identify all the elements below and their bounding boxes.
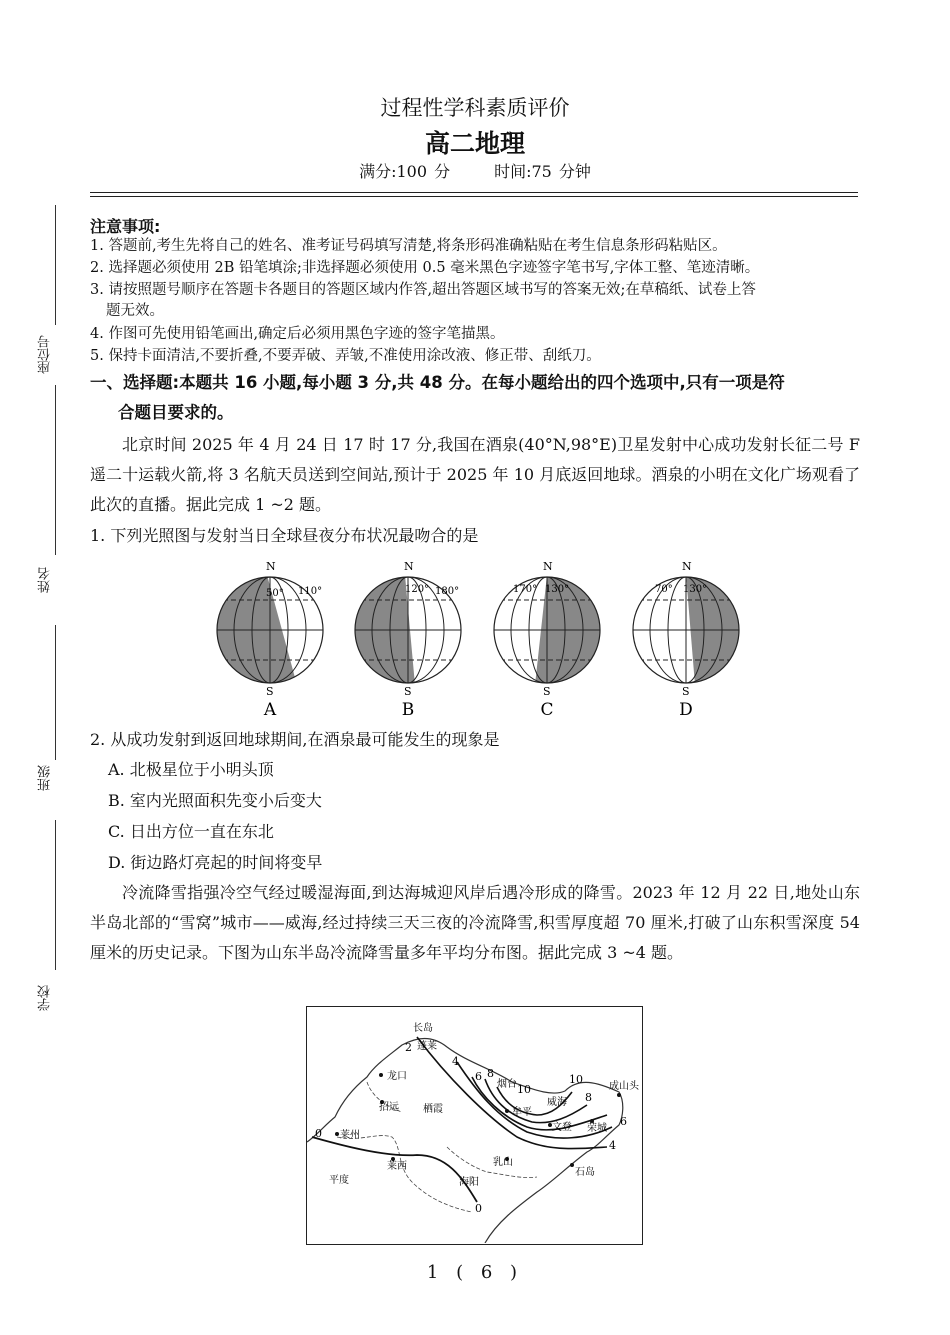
place-label: 成山头 — [609, 1081, 639, 1092]
page-number — [0, 1262, 950, 1283]
passage-1: 北京时间 2025 年 4 月 24 日 17 时 17 分,我国在酒泉(40°N,98°E)卫星发射中心成功发射长征二号 F 遥二十运载火箭,将 3 名航天员送到空间站,预计于 2025 年 10 月底返回地球。酒泉的小明在文化广场观看了此次的直播。据此完成 1 ~2 题。 — [90, 435, 860, 514]
south-label: S — [682, 685, 690, 698]
globe-lon-left: 50° — [266, 588, 284, 599]
question-2: 2. 从成功发射到返回地球期间,在酒泉最可能发生的现象是 — [90, 730, 500, 749]
place-label: 乳山 — [493, 1157, 513, 1168]
place-label: 牟平 — [512, 1107, 532, 1118]
q2-option-d: D. 街边路灯亮起的时间将变早 — [108, 853, 323, 872]
south-label: S — [404, 685, 412, 698]
place-label: 招远 — [379, 1102, 399, 1113]
note-item: 3. 请按照题号顺序在答题卡各题目的答题区域内作答,超出答题区域书写的答案无效;在草稿纸、试卷上答 — [90, 282, 756, 298]
globe-letter: A — [263, 700, 277, 720]
place-label: 龙口 — [387, 1071, 407, 1082]
globe-c — [492, 560, 602, 720]
snowfall-map — [306, 1006, 643, 1245]
globe-letter: D — [679, 700, 693, 720]
place-label: 威海 — [547, 1097, 567, 1108]
isoline-label: 10 — [569, 1073, 583, 1086]
note-item: 2. 选择题必须使用 2B 铅笔填涂;非选择题必须使用 0.5 毫米黑色字迹签字笔书写,字体工整、笔迹清晰。 — [90, 260, 760, 276]
globe-lon-left: 170° — [513, 584, 538, 595]
isoline-label: 2 — [405, 1041, 412, 1054]
place-label: 长岛 — [413, 1023, 433, 1034]
note-item: 4. 作图可先使用铅笔画出,确定后必须用黑色字迹的签字笔描黑。 — [90, 326, 505, 342]
passage-2: 冷流降雪指强冷空气经过暖湿海面,到达海城迎风岸后遇冷形成的降雪。2023 年 12 月 22 日,地处山东半岛北部的“雪窝”城市——威海,经过持续三天三夜的冷流降雪,积雪厚度超 70 厘米,打破了山东积雪深度 54 厘米的历史记录。下图为山东半岛冷流降雪量多年平均分布图。据此完成 3 ~4 题。 — [90, 883, 860, 962]
place-label: 石岛 — [575, 1167, 595, 1178]
globe-b — [353, 560, 463, 720]
side-line — [55, 625, 56, 760]
notes-heading: 注意事项: — [90, 217, 161, 236]
place-label: 栖霞 — [423, 1104, 443, 1115]
globe-d — [631, 560, 741, 720]
side-label-class: 班级 — [38, 765, 53, 791]
place-label: 海阳 — [459, 1177, 479, 1188]
place-label: 烟台 — [497, 1079, 517, 1090]
globe-lon-right: 180° — [435, 586, 460, 597]
page-current: 1 — [426, 1262, 445, 1283]
side-label-school: 学校 — [38, 985, 53, 1011]
isoline-label: 8 — [487, 1067, 494, 1080]
place-label: 文登 — [552, 1122, 572, 1133]
globe-letter: B — [401, 700, 415, 720]
exam-subtitle: 过程性学科素质评价 — [380, 96, 570, 120]
exam-meta — [0, 159, 950, 182]
isoline-label: 4 — [452, 1055, 459, 1068]
north-label: N — [682, 560, 692, 573]
globe-lon-right: 130° — [683, 584, 708, 595]
side-line — [55, 385, 56, 555]
note-item: 1. 答题前,考生先将自己的姓名、准考证号码填写清楚,将条形码准确粘贴在考生信息条形码粘贴区。 — [90, 238, 727, 254]
isoline-label: 6 — [475, 1070, 482, 1083]
question-1: 1. 下列光照图与发射当日全球昼夜分布状况最吻合的是 — [90, 526, 479, 545]
q2-option-c: C. 日出方位一直在东北 — [108, 822, 274, 841]
note-item: 5. 保持卡面清洁,不要折叠,不要弄破、弄皱,不准使用涂改液、修正带、刮纸刀。 — [90, 348, 601, 364]
place-label: 蓬莱 — [417, 1041, 437, 1052]
exam-title: 高二地理 — [424, 129, 525, 158]
isoline-label: 10 — [517, 1083, 531, 1096]
north-label: N — [404, 560, 414, 573]
side-label-seat: 座位号 — [38, 335, 53, 375]
page-total: 6 — [480, 1262, 499, 1283]
isoline-label: 6 — [620, 1115, 627, 1128]
isoline-label: 8 — [585, 1091, 592, 1104]
globe-figures — [215, 555, 755, 720]
q2-option-a: A. 北极星位于小明头顶 — [108, 760, 274, 779]
south-label: S — [266, 685, 274, 698]
header-rule-bottom — [90, 196, 858, 197]
side-line — [55, 820, 56, 970]
globe-lon-left: 70° — [655, 584, 673, 595]
globe-lon-right: 110° — [298, 586, 323, 597]
full-score: 满分:100 分 — [359, 162, 451, 181]
isoline-label: 0 — [475, 1202, 482, 1215]
page-close: ) — [510, 1262, 524, 1283]
isoline-label: 0 — [315, 1127, 322, 1140]
q2-option-b: B. 室内光照面积先变小后变大 — [108, 791, 322, 810]
place-label: 荣城 — [587, 1123, 607, 1134]
north-label: N — [266, 560, 276, 573]
side-line — [55, 205, 56, 325]
map-svg — [307, 1007, 641, 1243]
section-heading: 一、选择题:本题共 16 小题,每小题 3 分,共 48 分。在每小题给出的四个选项中,只有一项是符 — [90, 373, 785, 392]
exam-time: 时间:75 分钟 — [494, 162, 591, 181]
place-label: 平度 — [329, 1175, 349, 1186]
globe-lon-left: 120° — [405, 584, 430, 595]
globe-lon-right: 130° — [545, 584, 570, 595]
header-rule-top — [90, 192, 858, 193]
north-label: N — [543, 560, 553, 573]
note-item: 题无效。 — [106, 303, 164, 319]
section-heading-cont: 合题目要求的。 — [118, 403, 234, 422]
isoline-label: 4 — [609, 1139, 616, 1152]
side-label-name: 姓名 — [38, 567, 53, 593]
page-open: ( — [456, 1262, 470, 1283]
globe-a — [215, 560, 325, 720]
place-label: 莱西 — [387, 1161, 407, 1172]
globe-letter: C — [540, 700, 554, 720]
place-label: 莱州 — [340, 1130, 360, 1141]
south-label: S — [543, 685, 551, 698]
